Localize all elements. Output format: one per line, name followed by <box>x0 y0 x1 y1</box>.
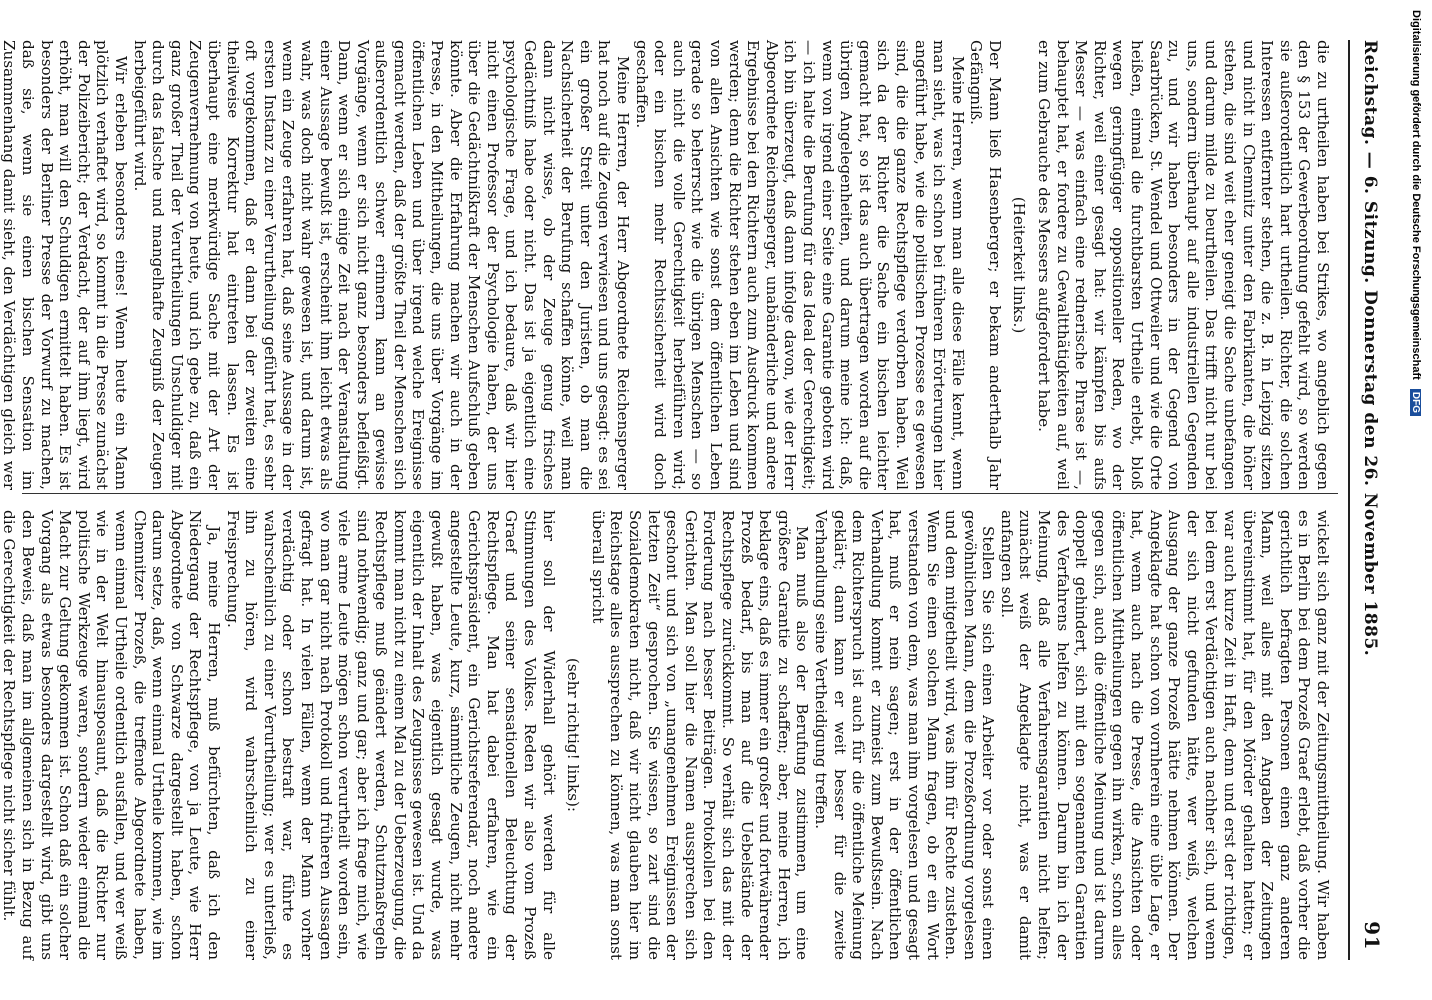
credit-label: Digitalisierung gefördert durch die Deutsche Forschungsgemeinschaft <box>1410 10 1422 380</box>
paragraph: Meine Herren, wenn man alle diese Fälle kennt, wenn man sieht, was ich schon bei früheren Erörterungen hier angeführt habe, wie die politischen Prozesse es gewesen sind, die die ganze Rechtspflege verdorben haben. Weil sich da der Richter die Sache ein bischen leichter gemacht hat, so ist das auch übertragen worden auf die übrigen Angelegenheiten, und darum meine ich: daß, wenn von irgend einer Seite eine Garantie geboten wird — ich halte die Berufung für das Ideal der Gerechtigkeit; ich bin überzeugt, daß dann infolge davon, wie der Herr Abgeordnete Reichensperger, unabänderliche und andere Ergebnisse bei den Richtern auch zum Ausdruck kommen werden; denn die Richter stehen eben im Leben und sind von allen Ansichten wie sonst dem öffentlichen Leben gerade so beherrscht wie die übrigen Menschen — so auch nicht die volle Gerechtigkeit herbeiführen wird; oder ein bischen mehr Rechtssicherheit wird doch geschaffen. <box>632 40 967 490</box>
paragraph: Der Mann ließ Hasenberger; er bekam anderthalb Jahr Gefängniß. <box>967 40 1004 490</box>
left-column <box>0 40 1332 490</box>
digitization-credit-strip <box>1392 0 1432 1000</box>
paragraph: hier soll der Widerhall gehört werden für alle Stimmungen des Volkes. Reden wir also vom Prozeß Graef und seiner sensationellen Beleuchtung der Rechtspflege. Man hat dabei erfahren, wie ein Gerichtspräsident, ein Gerichtsreferendar, noch andere angestellte Leute, kurz, sämmtliche Zeugen, nicht mehr gewußt haben, was eigentlich gesagt wurde, was eigentlich der Inhalt des Zeugnisses gewesen ist. Und da kommt man nicht zu einem Mal zu der Ueberzeugung, die Rechtspflege muß geändert werden, Schutzmaßregeln sind nothwendig; ganz und gar; aber ich frage mich, wie viele arme Leute mögen schon verurtheilt worden sein, wo man gar nicht nach Protokoll und früheren Aussagen gefragt hat. In vielen Fällen, wenn der Mann vorher verdächtig oder schon bestraft war, führte es wahrscheinlich zu einer Verurtheilung; wer es unterließ, ihn zu hören, wird wahrscheinlich zu einer Freisprechung. <box>223 510 558 960</box>
stage-direction: (Heiterkeit links.) <box>1010 196 1029 334</box>
paragraph: wickelt sich ganz mit der Zeitungsmittheilung. Wir haben es in Berlin bei dem Prozeß Graef erlebt, daß vorher die gerichtlich befragten Personen einen ganz anderen Mann, weil alles mit den Angaben der Zeitungen übereinstimmt hat, für den Mörder gehalten hatten; er war auch kurze Zeit in Haft, denn und erst der richtigen, bei dem erst Verdächtigen auch nachher sich, und wenn der sich nicht gefunden hätte, wer weiß, welchen Ausgang der ganze Prozeß hätte nehmen können. Der Angeklagte hat schon von vornherein eine üble Lage, er hat, wenn auch nach die Presse, die Ansichten oder öffentlichen Mittheilungen gegen ihn wirken, schon alles gegen sich, auch die öffentliche Meinung und ist darum doppelt gehindert, sich mit den sogenannten Garantien des Verfahrens helfen zu können. Darum bin ich der Meinung, daß alle Verfahrensgarantien nicht helfen; zunächst weiß der Angeklagte nicht, was er damit anfangen soll. <box>997 510 1332 960</box>
paragraph: Wir erleben besonders eines! Wenn heute ein Mann plötzlich verhaftet wird, so kommt in die Presse zunächst der Polizeibericht; der Verdacht, der auf ihm liegt, wird erhöht, man will den Schuldigen ermittelt haben. Es ist besonders der Berliner Presse der Vorwurf zu machen, daß sie, wenn sie einen bischen Sensation im Zusammenhang damit sieht, den Verdächtigen gleich wer <box>0 40 130 490</box>
paragraph: Meine Herren, der Herr Abgeordnete Reichensperger hat noch auf die Zeugen verwiesen und uns gesagt: es sei ein großer Streit unter den Juristen, ob man die Nachsicherheit der Berufung schaffen könne, weil man dann nicht wisse, ob der Zeuge genug frisches Gedächtniß habe oder nicht. Das ist ja eigentlich eine psychologische Frage, und ich bedaure, daß wir hier nicht einen Professor der Psychologie haben, der uns über die Gedächtnißkraft der Menschen Aufschluß geben könnte. Aber die Erfahrung machen wir auch in der Presse, in den Mittheilungen, die uns über Vorgänge im öffentlichen Leben und über irgend welche Ereignisse gemacht werden, daß der größte Theil der Menschen sich außerordentlich schwer erinnern kann an gewisse Vorgänge, wenn er sich nicht ganz besonders befleißigt. Dann, wenn er sich einige Zeit nach der Veranstaltung einer Aussage bewußt ist, erscheint ihm leicht etwas als wahr, was doch nicht wahr gewesen ist, und darum ist, wenn ein Zeuge erfahren hat, daß seine Aussage in der ersten Instanz zu einer Verurtheilung geführt hat, es sehr oft vorgekommen, daß er dann bei der zweiten eine theilweise Korrektur hat eintreten lassen. Es ist überhaupt eine merkwürdige Sache mit der Art der Zeugenvernehmung von heute, und ich gebe zu, daß ein ganz großer Theil der Verurtheilungen Unschuldiger mit durch das falsche und mangelhafte Zeugniß der Zeugen herbeigeführt wird. <box>130 40 633 490</box>
paragraph: Man muß also der Berufung zustimmen, um eine größere Garantie zu schaffen; aber, meine Herren, ich beklage eins, daß es immer ein großer und fortwährender Prozeß bedarf, bis man auf die Uebelstände der Rechtspflege zurückkommt. So verhält sich das mit der Forderung nach besser Beiträgen. Protokollen bei den Gerichten. Man soll hier die Namen aussprechen sich geschont und sich von „unangenehmen Ereignissen der letzten Zeit“ gesprochen. Sie wissen, so zart sind die Sozialdemokraten nicht, daß wir nicht glauben hier im Reichstage alles aussprechen zu können, was man sonst überall spricht <box>588 510 812 960</box>
paragraph: Ja, meine Herren, muß befürchten, daß ich den Niedergang der Rechtspflege, von ja Leute, wie Herr Abgeordnete von Schwarze dargestellt haben, schon darum setze, daß, wenn einmal Urtheile kommen, wie im Chemnitzer Prozeß, die treffende Abgeordnete haben, wenn einmal Urtheile ordentlich ausfallen, und wer weiß wie in der Welt hinausposaunt, daß die Richter nur politische Werkzeuge waren, sondern wieder einmal die Macht zur Geltung gekommen ist. Schon daß ein solcher Vorgang als etwas besonders dargestellt wird, gibt uns den Beweis, daß man im allgemeinen sich in Bezug auf die Gerechtigkeit der Rechtspflege nicht sicher fühlt. <box>0 510 223 960</box>
paragraph: Stellen Sie sich einen Arbeiter vor oder sonst einen gewöhnlichen Mann, dem die Prozeßordnung vorgelesen und dem mitgetheilt wird, was ihm für Rechte zustehen. Wenn Sie einen solchen Mann fragen, ob er ein Wort verstanden von dem, was man ihm vorgelesen und gesagt hat, muß er nein sagen; erst in der öffentlichen Verhandlung kommt er zumeist zum Bewußtsein. Nach dem Richterspruch ist auch für die öffentliche Meinung geklärt; dann kann er weit besser für die zweite Verhandlung seine Vertheidigung treffen. <box>811 510 998 960</box>
column-divider <box>22 493 1338 494</box>
running-header <box>1348 40 1390 960</box>
paragraph: die zu urtheilen haben bei Strikes, wo angeblich gegen den § 153 der Gewerbeordnung gefehlt wird, so werden sie außerordentlich hart urtheilen. Richter, die solchen Interessen entfernter stehen, die z. B. in Leipzig sitzen und nicht in Chemnitz unter den Fabrikanten, die höher stehen, die sind weit eher geneigt die Sache unbefangen und darum milde zu beurtheilen. Das trifft nicht nur bei uns, sondern überhaupt auf alle industriellen Gegenden zu, und wir haben besonders in der Gegend von Saarbrücken, St. Wendel und Ottweiler und wie die Orte heißen, einmal die furchtbarsten Urtheile erlebt, bloß wegen geringfügiger oppositioneller Reden, wo der Richter, weil einer gesagt hat: wir kämpfen bis aufs Messer — was einfach eine rednerische Phrase ist —, behauptet hat, er fordere zu Gewaltthätigkeiten auf, weil er zum Gebrauche des Messers aufgefordert habe. <box>1035 40 1332 490</box>
page-number: 91 <box>1360 921 1384 950</box>
right-column <box>0 510 1332 960</box>
stage-direction: (sehr richtig! links): <box>564 657 583 813</box>
running-title: Reichstag. — 6. Sitzung. Donnerstag den 26. November 1885. <box>1360 40 1380 657</box>
dfg-logo: DFG <box>1410 389 1421 416</box>
credit-text <box>1402 10 1422 990</box>
